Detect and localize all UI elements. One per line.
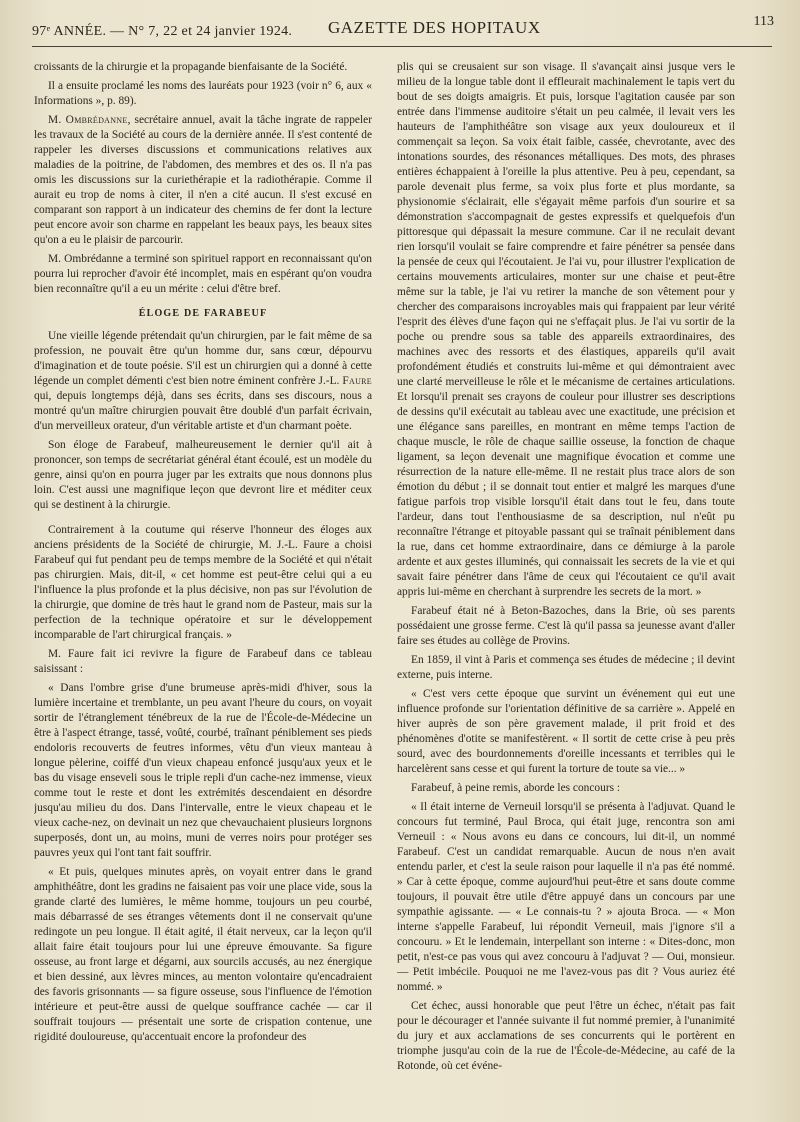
paragraph: Farabeuf, à peine remis, aborde les concours :: [411, 782, 621, 794]
paragraph: Une vieille légende prétendait qu'un chirurgien, par le fait même de sa profession, ne pouvait être qu'un homme dur, sans cœur, dépourvu d'imagination et de toute poésie. S'il est un chirurgien qui a donné à cette légende un complet démenti c'est bien notre éminent confrère J.-L. Faure qui, depuis longtemps déjà, dans ses écrits, dans ses discours, nous a montré qu'un maître chirurgien pouvait être doublé d'un parfait écrivain, d'un merveilleux orateur, d'un véritable artiste et d'un charmant poète.: [34, 330, 372, 432]
paragraph: Cet échec, aussi honorable que peut l'être un échec, n'était pas fait pour le décourager et l'année suivante il fut nommé premier, à l'unanimité du jury et aux acclamations de ses concurrents qui le portèrent en triomphe jusqu'au coin de la rue de l'École-de-Médecine, au café de la Rotonde, où cet événe-: [397, 1000, 735, 1072]
paragraph: Farabeuf était né à Beton-Bazoches, dans la Brie, où ses parents possédaient une grosse ferme. C'est là qu'il passa sa jeunesse avant d'aller faire ses études au collège de Provins.: [397, 605, 735, 647]
paragraph: « C'est vers cette époque que survint un événement qui eut une influence profonde sur l'orientation définitive de sa carrière ». Appelé en hiver auprès de son père gravement malade, il prit froid et des phénomènes d'otite se manifestèrent. « Il sortit de cette crise à peu près sourd, avec des bourdonnements d'oreille incessants et terribles qui le harcelèrent sans cesse et qui furent la torture de toute sa vie... »: [397, 688, 735, 775]
paragraph: M. Faure fait ici revivre la figure de Farabeuf dans ce tableau saisissant :: [34, 648, 372, 675]
issue-line: 97ᵉ ANNÉE. — N° 7, 22 et 24 janvier 1924.: [32, 24, 293, 39]
paragraph: croissants de la chirurgie et la propagande bienfaisante de la Société.: [34, 61, 348, 73]
paragraph: « Et puis, quelques minutes après, on voyait entrer dans le grand amphithéâtre, dont les gradins ne faisaient pas voir une place vide, sous la grande clarté des lumières, le même homme, toujours un peu courbé, mais débarrassé de ses étranges vêtements dont il ne conservait qu'une redingote un peu longue. Il était agité, il était nerveux, car la leçon qu'il allait faire était toujours pour lui une épreuve émouvante. Sa figure osseuse, au front large et dégarni, aux sourcils accusés, au nez énergique et bien dessiné, aux lèvres minces, au menton volontaire qu'encadraient des favoris grisonnants — sa figure osseuse, sous l'influence de l'émotion intérieure et peut-être aussi de quelque souffrance cachée — car il souffrait toujours — présentait une sorte de crispation contenue, une rigidité douloureuse, qu'accentuait encore la profondeur des: [34, 866, 372, 1043]
paragraph: « Il était interne de Verneuil lorsqu'il se présenta à l'adjuvat. Quand le concours fut terminé, Paul Broca, qui était juge, rencontra son ami Verneuil : « Nous avons eu dans ce concours, lui dit-il, un nommé Farabeuf. C'est un candidat remarquable. Aucun de nous n'en avait entendu parler, et c'est la seule raison pour laquelle il n'a pas été nommé. » Car à cette époque, comme aujourd'hui peut-être et sans doute comme toujours, il pouvait être utile d'être appuyé dans un concours par une sympathie agissante. — « Le connais-tu ? » ajouta Broca. — « Mon interne s'appelle Farabeuf, lui répondit Verneuil, mais j'ignore s'il a concouru. » Et le lendemain, interpellant son interne : « Dites-donc, mon petit, n'est-ce pas vous qui avez concouru à l'adjuvat ? — Oui, monsieur. — Petit imbécile. Pouquoi ne me l'avez-vous pas dit ? Vous auriez été nommé. »: [397, 801, 735, 993]
person-name: M. Ombrédanne,: [48, 114, 131, 126]
paragraph: Contrairement à la coutume qui réserve l'honneur des éloges aux anciens présidents de la Société de chirurgie, M. J.-L. Faure a choisi Farabeuf qui fut pendant peu de temps membre de la Société et qui n'était pas chirurgien. Mais, dit-il, « cet homme est peut-être celui qui a eu l'influence la plus profonde et la plus décisive, non pas sur l'évolution de la chirurgie, que domine de très haut le grand nom de Pasteur, mais sur la perfection de la technique opératoire et sur le développement incomparable de l'art chirurgical français. »: [34, 524, 372, 641]
section-title: ÉLOGE DE FARABEUF: [138, 308, 268, 319]
paragraph: plis qui se creusaient sur son visage. Il s'avançait ainsi jusque vers le milieu de la longue table dont il effleurait machinalement le tapis vert du bout de ses doigts amaigris. Et puis, lorsque l'agitation causée par son entrée dans l'immense auditoire s'était un peu calmée, il levait vers les hauteurs de l'amphithéâtre son visage aux yeux douloureux et il commençait sa leçon. Sa voix était faible, cassée, chevrotante, avec des intonations sourdes, des résonances métalliques. Des mots, des phrases entières échappaient à l'oreille la plus attentive. Peu à peu, cependant, sa parole devenait plus ferme, sa voix plus forte et plus mordante, sa physionomie s'éclairait, elle s'égayait même parfois d'un sourire et sa démonstration s'accompagnait de gestes expressifs et quelquefois d'un pittoresque qui dépassait la mesure commune. Car il ne reculait devant rien lorsqu'il voulait se faire comprendre et faire pénétrer sa pensée dans la pensée de ceux qui l'écoutaient. Je l'ai vu, pour illustrer l'explication de certains mouvements articulaires, monter sur une chaise et peut-être même sur la table, je l'ai vu retirer la manche de son vêtement pour y chercher des comparaisons incroyables mais qui frappaient par leur vérité l'esprit des élèves d'une façon qui ne s'effaçait plus. Je l'ai vu sortir de la poche ou prendre sous sa table des appareils extraordinaires, des machines avec des ressorts et des élastiques, appareils qu'il avait profondément étudiés et construits lui-même et qui démontraient avec une clarté merveilleuse le rôle et le mécanisme de certaines articulations. Et lorsqu'il prenait ses crayons de couleur pour illustrer ses descriptions de dessins qu'il exécutait au tableau avec une exactitude, une précision et une élégance sans pareilles, en montrant en même temps l'action de chaque muscle, le rôle de chaque saillie osseuse, la fonction de chaque ligament, sa leçon devenait une magnifique évocation et comme une résurrection de la nature elle-même. Il ne restait plus trace alors de son émotion du début ; il se donnait tout entier et malgré les marques d'une fatigue parfois trop visible lorsqu'il était dans tout le feu, dans toute l'ardeur, dans tout l'enthousiasme de sa description, nul n'eût pu reconnaître l'étrange et pitoyable passant qui se traînait péniblement dans la rue, dans cet homme extraordinaire, dans ce démiurge à la parole ardente et aux gestes illuminés, qui connaissait les secrets de la vie et qui savait faire pénétrer dans l'âme de ceux qui l'écoutaient ce qu'il avait appris lui-même en cherchant à surprendre les secrets de la mort. »: [397, 61, 735, 598]
person-name: Faure: [342, 375, 372, 387]
journal-title: GAZETTE DES HOPITAUX: [328, 18, 541, 37]
right-column: [397, 60, 735, 1110]
paragraph: Il a ensuite proclamé les noms des lauréats pour 1923 (voir n° 6, aux « Informations », p. 89).: [34, 80, 372, 107]
header-rule: [32, 46, 772, 47]
paragraph: Son éloge de Farabeuf, malheureusement le dernier qu'il ait à prononcer, son temps de secrétariat général étant écoulé, est un modèle du genre, ainsi qu'on en pourra juger par les extraits que nous donnons plus loin. C'est aussi une magnifique leçon que devront lire et méditer ceux qui se destinent à la chirurgie.: [34, 439, 372, 511]
paragraph: « Dans l'ombre grise d'une brumeuse après-midi d'hiver, sous la lumière incertaine et tremblante, un peu avant l'heure du cours, on voyait sortir de l'étranglement ténébreux de la rue de l'École-de-Médecine un être à l'aspect étrange, tassé, voûté, courbé, traînant péniblement ses pieds endoloris recouverts de feutres informes, vêtu d'un vieux manteau à longue pèlerine, coiffé d'un vieux chapeau enfoncé jusqu'aux yeux et le bas du visage enseveli sous le triple repli d'un cache-nez immense, vieux comme tout le reste et dont les extrémités descendaient en désordre jusqu'au milieu du dos. Dans l'intervalle, entre le vieux chapeau et le vieux cache-nez, on devinait un nez que chevauchaient plusieurs lorgnons superposés, dont un, au moins, muni de verres noirs pour protéger ses pauvres yeux qui l'ont tant fait souffrir.: [34, 682, 372, 859]
paragraph: M. Ombrédanne a terminé son spirituel rapport en reconnaissant qu'on pourra lui reprocher d'avoir été incomplet, mais en espérant qu'on voudra bien reconnaître qu'il a eu un mérite : celui d'être bref.: [34, 253, 372, 295]
page-number: 113: [753, 14, 774, 29]
page-header: [32, 14, 774, 44]
left-column: [34, 60, 372, 1110]
paragraph: M. Ombrédanne, secrétaire annuel, avait la tâche ingrate de rappeler les travaux de la Société au cours de la dernière année. Il s'est contenté de rappeler les diverses discussions et communications relatives aux maladies de la poitrine, de l'abdomen, des membres et des os. Il n'a pas omis les discussions sur la curiethérapie et la radiothérapie. Comme il aurait eu trop de noms à citer, il n'en a cité aucun. Il s'est excusé en comparant son rapport à un indicateur des chemins de fer dont la lecture peut encore avoir son charme en rappelant les beaux pays, les beaux sites qu'on a eu le plaisir de parcourir.: [34, 114, 372, 246]
paragraph: En 1859, il vint à Paris et commença ses études de médecine ; il devint externe, puis interne.: [397, 654, 735, 681]
